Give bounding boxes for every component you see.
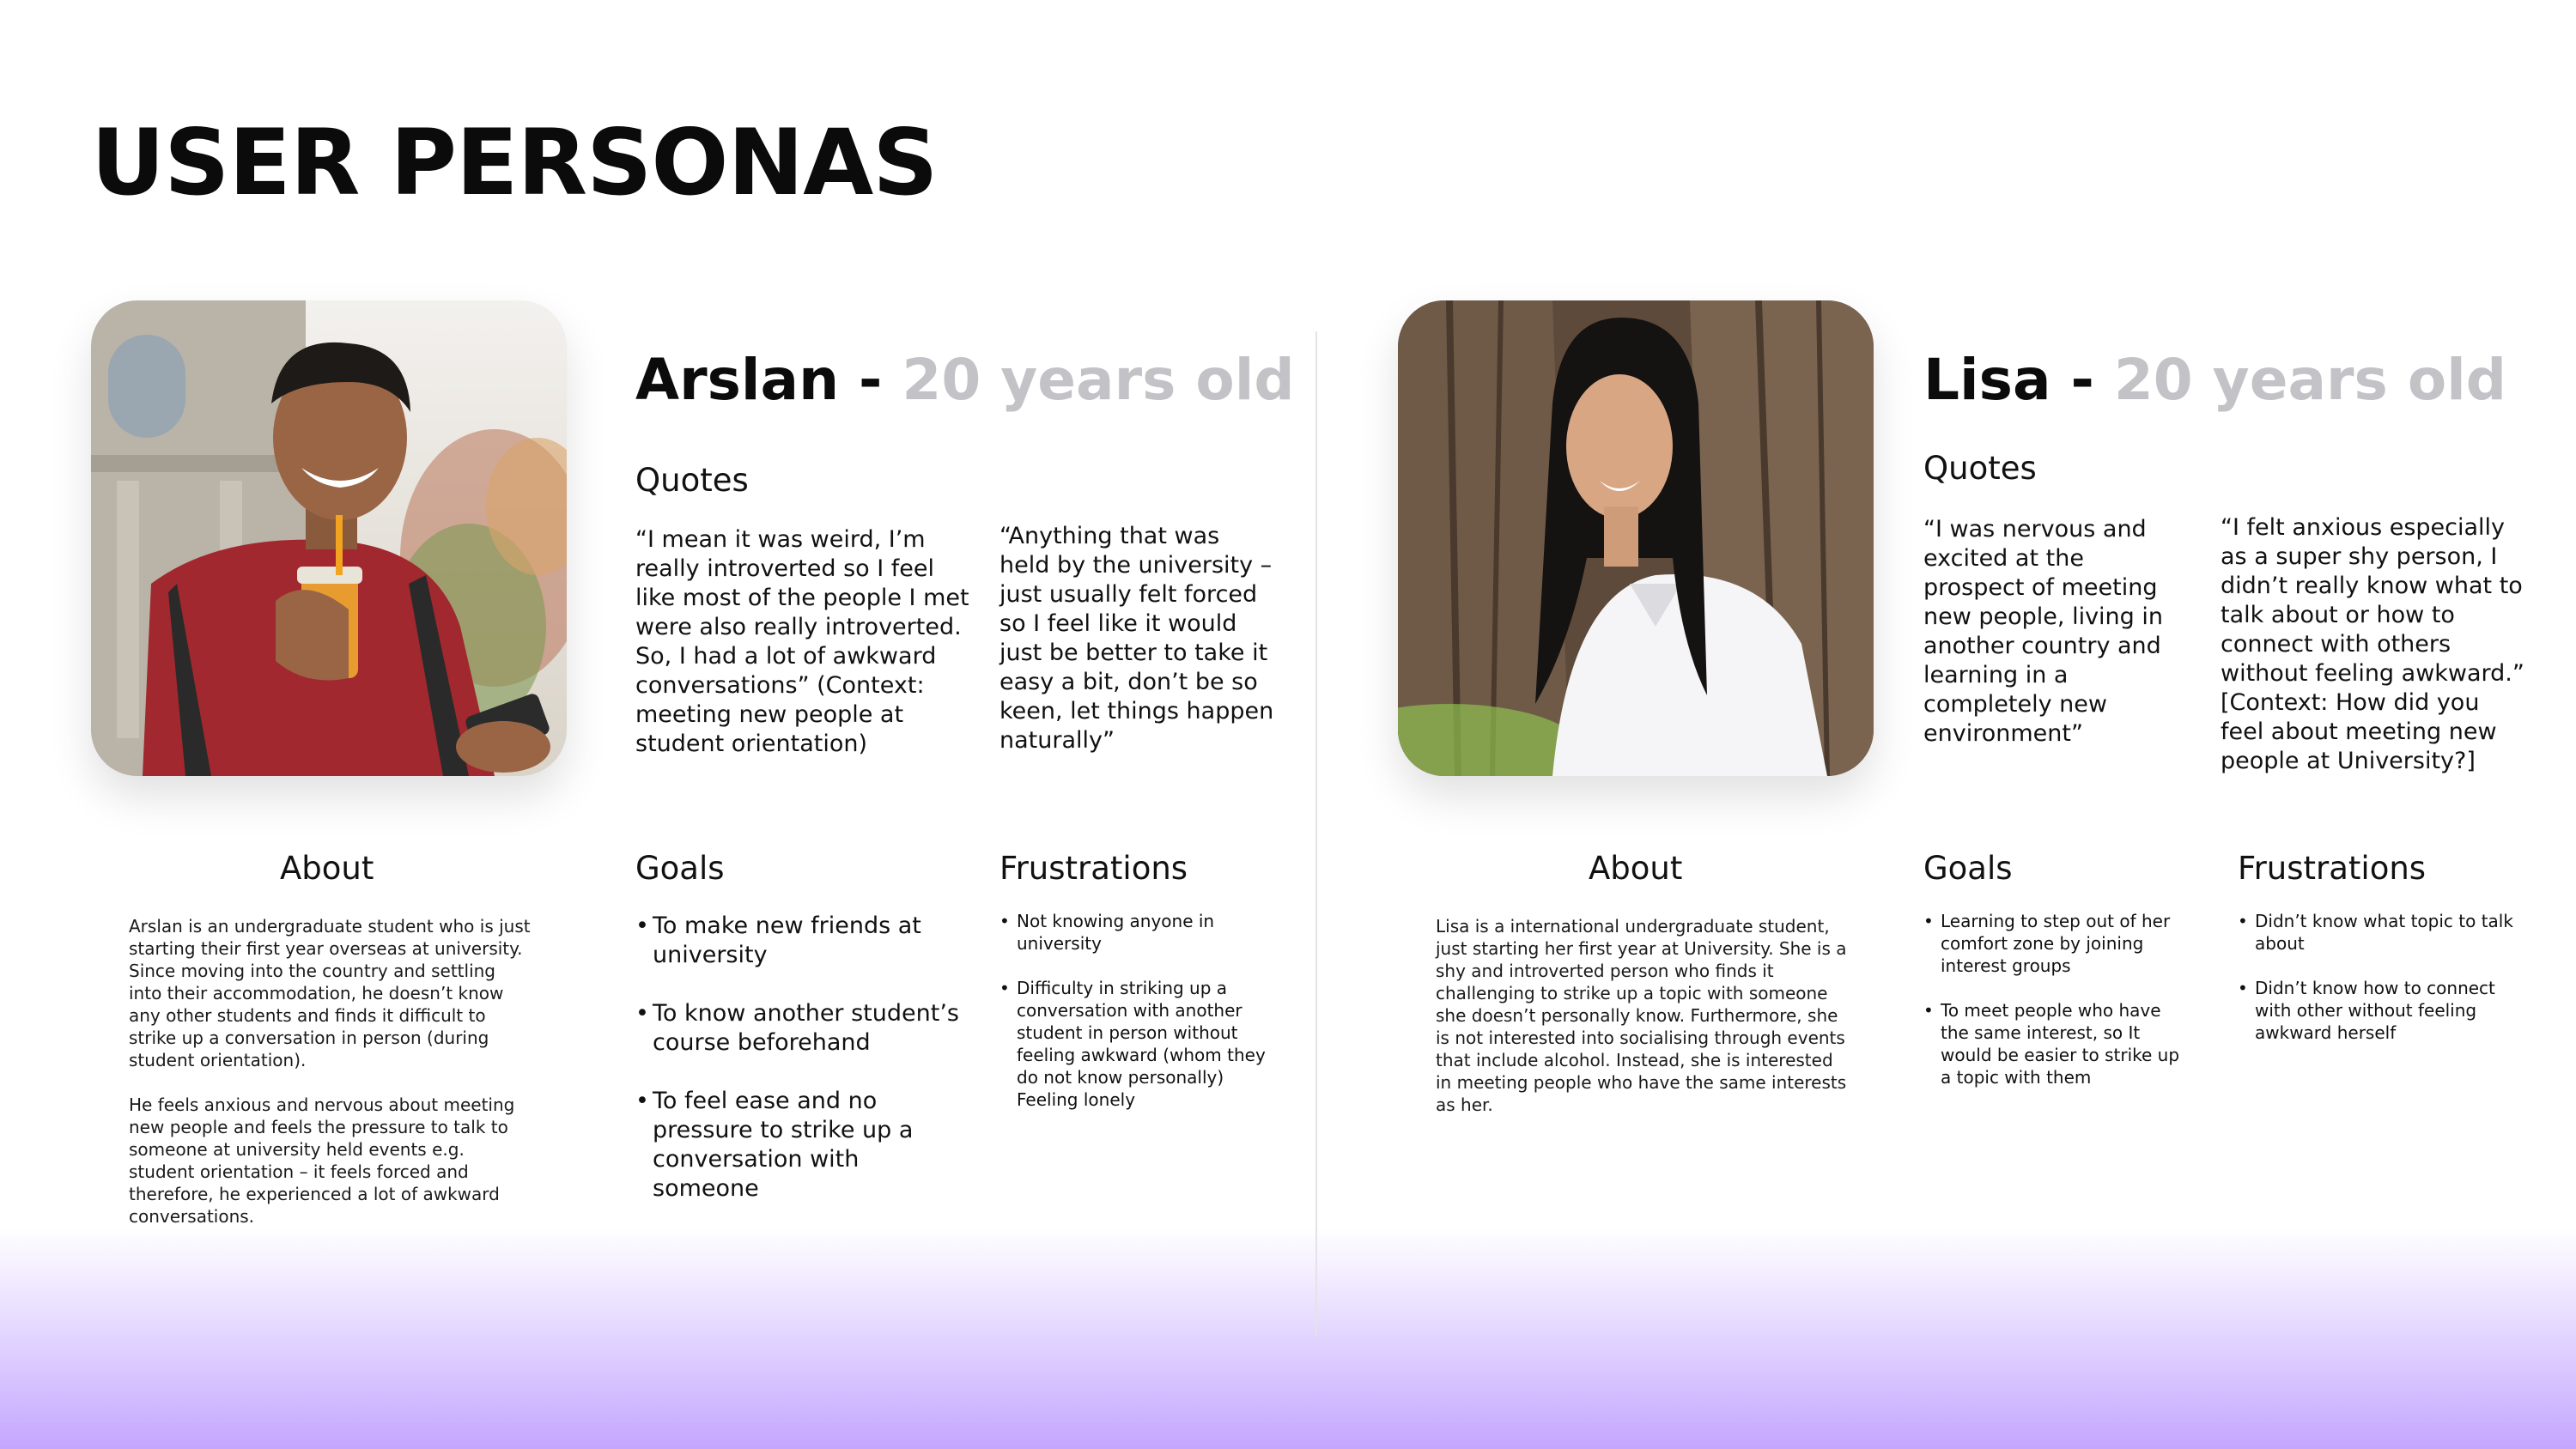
persona-divider xyxy=(1315,331,1317,1336)
name-separator: - xyxy=(2050,347,2114,413)
quotes-heading: Quotes xyxy=(635,462,749,499)
goal-item: • To make new friends at university xyxy=(635,912,970,970)
goals-heading: Goals xyxy=(1923,850,2013,887)
about-text xyxy=(129,915,532,1250)
persona-age: 20 years old xyxy=(902,347,1295,413)
goals-list xyxy=(1923,910,2190,1111)
frustration-item: • Difficulty in striking up a conversation with another student in person without feeling awkward (whom they do not know personally) Feeling lonely xyxy=(999,977,1274,1111)
quote-2: “I felt anxious especially as a super shy person, I didn’t really know what to talk about or how to connect with others without feeling awkward.” [Context: How did you feel about meeting new people at University?] xyxy=(2221,514,2524,774)
frustrations-list xyxy=(999,910,1274,1133)
frustration-item: • Not knowing anyone in university xyxy=(999,910,1274,955)
goal-item: • Learning to step out of her comfort zone by joining interest groups xyxy=(1923,910,2190,977)
about-paragraph: He feels anxious and nervous about meeting new people and feels the pressure to talk to someone at university held events e.g. student orientation – it feels forced and therefore, he experienced a lot of awkward conversations. xyxy=(129,1094,515,1227)
about-paragraph: Arslan is an undergraduate student who is just starting their first year overseas at university. Since moving into the country and settling into their accommodation, he doesn’t know any other students and finds it difficult to strike up a conversation in person (during student orientation). xyxy=(129,916,531,1070)
persona-name: Arslan xyxy=(635,347,840,413)
goals-list xyxy=(635,912,970,1233)
quote-2: “Anything that was held by the university – just usually felt forced so I feel like it would just be better to take it easy a bit, don’t be so keen, let things happen naturally” xyxy=(999,523,1274,754)
about-paragraph: Lisa is a international undergraduate student, just starting her first year at University. She is a shy and introverted person who finds it challenging to strike up a topic with someone she doesn’t personally know. Furthermore, she is not interested into socialising through events that include alcohol. Instead, she is interested in meeting people who have the same interests as her. xyxy=(1436,916,1847,1115)
frustration-item: • Didn’t know how to connect with other without feeling awkward herself xyxy=(2238,977,2530,1044)
persona-name-heading xyxy=(1923,347,2506,413)
name-separator: - xyxy=(839,347,902,413)
goal-item: • To meet people who have the same interest, so It would be easier to strike up a topic with them xyxy=(1923,999,2190,1088)
about-text xyxy=(1436,915,1848,1138)
page-title: USER PERSONAS xyxy=(91,110,938,215)
goal-item: • To know another student’s course beforehand xyxy=(635,999,970,1058)
persona-age: 20 years old xyxy=(2113,347,2507,413)
arslan-photo xyxy=(91,300,567,776)
quote-1: “I mean it was weird, I’m really introverted so I feel like most of the people I met were also really introverted. So, I had a lot of awkward conversations” (Context: meeting new people at student orientation) xyxy=(635,526,969,757)
frustration-item: • Didn’t know what topic to talk about xyxy=(2238,910,2530,955)
frustrations-heading: Frustrations xyxy=(2238,850,2427,887)
quote-1: “I was nervous and excited at the prospect of meeting new people, living in another country and learning in a completely new environment” xyxy=(1923,516,2164,747)
lisa-photo xyxy=(1398,300,1874,776)
quotes-heading: Quotes xyxy=(1923,450,2037,487)
goals-heading: Goals xyxy=(635,850,725,887)
frustrations-list xyxy=(2238,910,2530,1066)
persona-name-heading xyxy=(635,347,1295,413)
bottom-gradient xyxy=(0,1228,2576,1449)
about-heading: About xyxy=(1589,850,1683,887)
frustrations-heading: Frustrations xyxy=(999,850,1188,887)
goal-item: • To feel ease and no pressure to strike up a conversation with someone xyxy=(635,1087,970,1203)
about-heading: About xyxy=(280,850,374,887)
persona-name: Lisa xyxy=(1923,347,2051,413)
